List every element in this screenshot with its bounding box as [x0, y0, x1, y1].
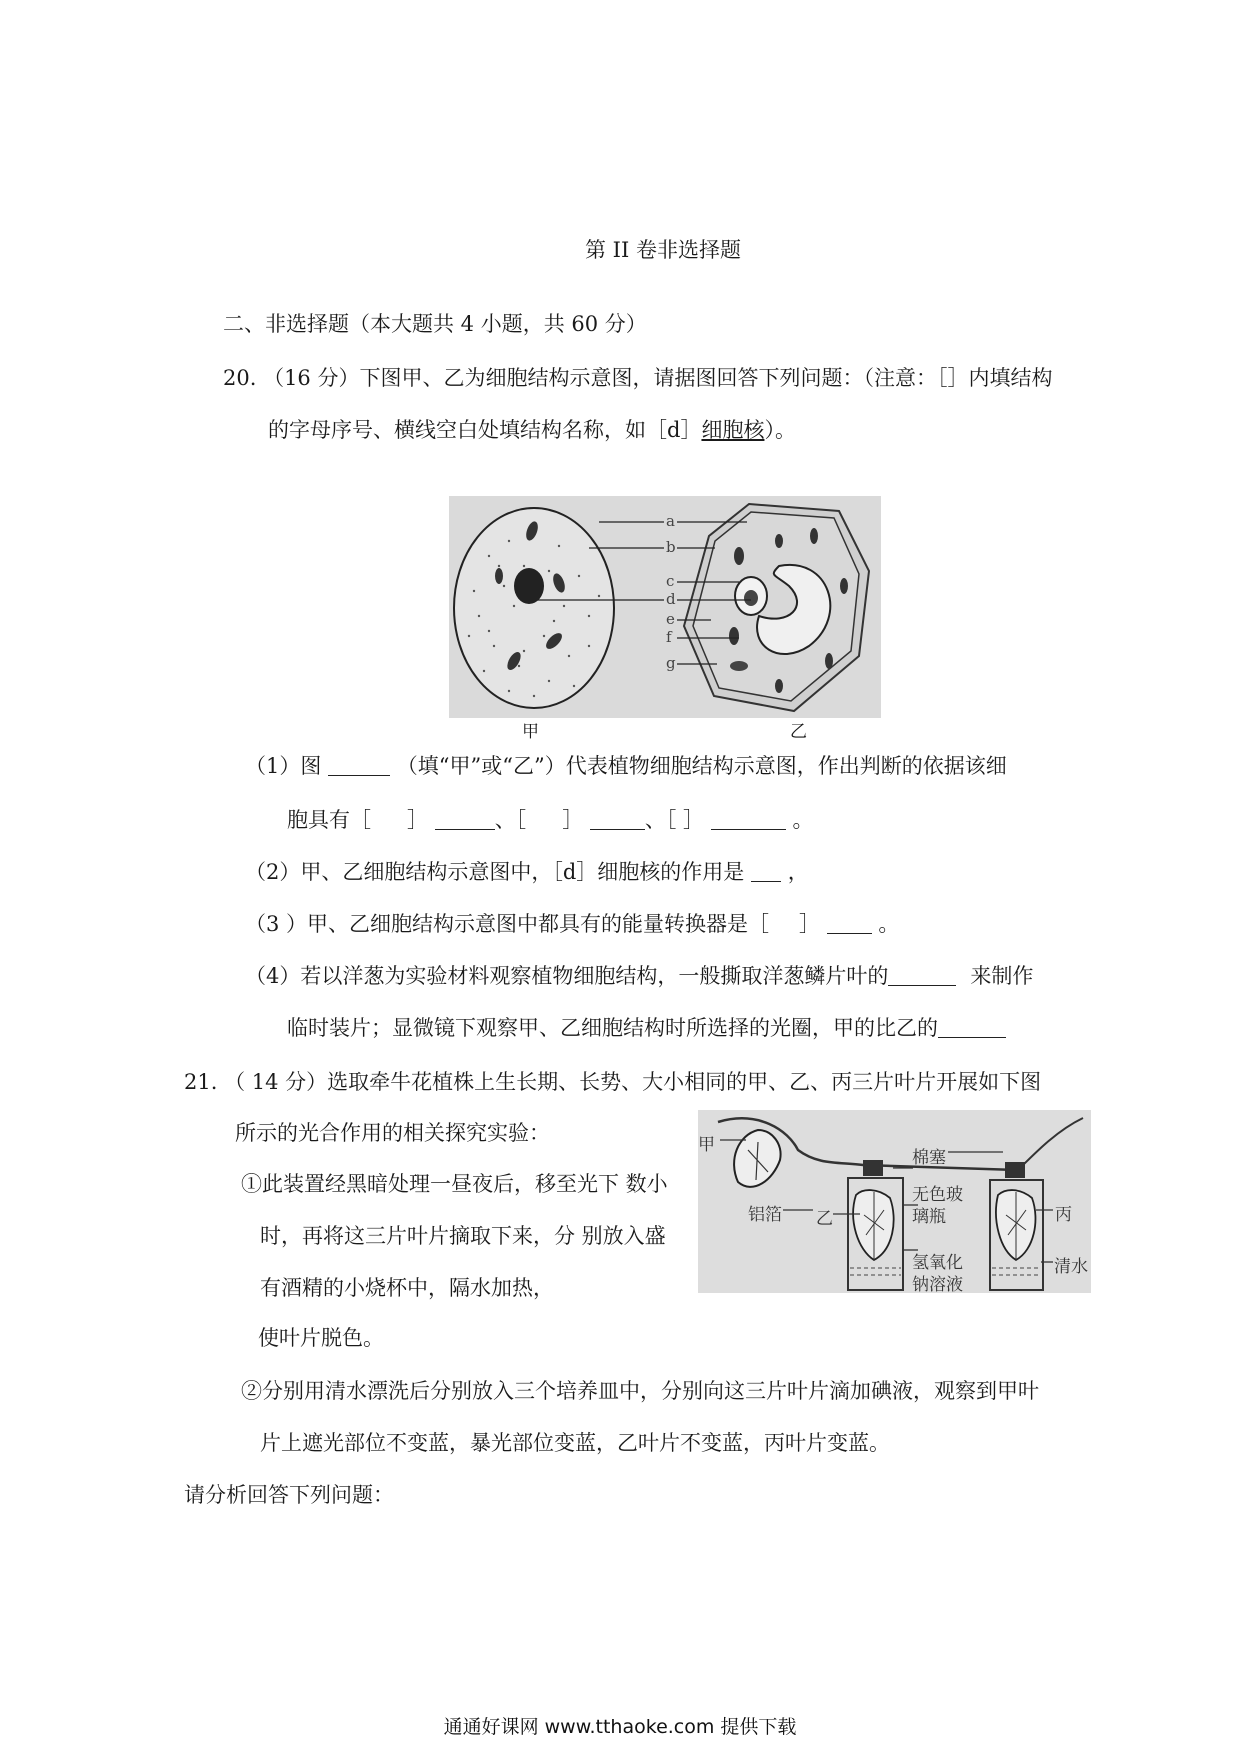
answer-blank-1[interactable]: [328, 755, 390, 776]
answer-blank-7[interactable]: [888, 965, 956, 986]
answer-blank-6[interactable]: [827, 913, 872, 934]
page-footer: 通通好课网 www.tthaoke.com 提供下载: [443, 1716, 797, 1738]
label-naoh-1: 氢氧化: [912, 1253, 963, 1273]
figure-label-d: d: [666, 590, 676, 608]
q20-part2-text-b: ，: [787, 860, 809, 884]
q20-line2: [268, 416, 796, 444]
q20-line2-pre: 的字母序号、横线空白处填结构名称，如［d］: [268, 418, 702, 442]
figure-label-f: f: [666, 628, 672, 646]
q20-part1-line2: [287, 806, 813, 834]
label-cotton-plug: 棉塞: [912, 1148, 946, 1168]
answer-blank-4[interactable]: [711, 809, 786, 830]
cell-structure-figure: [449, 496, 881, 718]
answer-blank-8[interactable]: [938, 1017, 1006, 1038]
q21-step1-c: 有酒精的小烧杯中，隔水加热，: [260, 1276, 554, 1300]
q21-line2: 所示的光合作用的相关探究实验：: [235, 1121, 550, 1145]
q21-step1-a: ①此装置经黑暗处理一昼夜后，移至光下 数小: [241, 1172, 668, 1196]
figure-caption-right: 乙: [790, 722, 807, 742]
section-heading: 二、非选择题（本大题共 4 小题，共 60 分）: [223, 312, 647, 336]
q20-part1-text-b: （填“甲”或“乙”）代表植物细胞结构示意图，作出判断的依据该细: [396, 754, 1007, 778]
figure-label-c: c: [666, 572, 675, 590]
figure-caption-left: 甲: [522, 722, 539, 742]
answer-blank-2[interactable]: [435, 809, 495, 830]
q21-step2-b: 片上遮光部位不变蓝，暴光部位变蓝，乙叶片不变蓝，丙叶片变蓝。: [260, 1431, 890, 1455]
figure-label-a: a: [666, 512, 675, 530]
figure-label-b: b: [666, 538, 676, 556]
q21-step1-b: 时，再将这三片叶片摘取下来，分 别放入盛: [260, 1224, 666, 1248]
q20-part2-text-a: （2）甲、乙细胞结构示意图中，［d］细胞核的作用是: [245, 860, 745, 884]
q21-prompt: 请分析回答下列问题：: [184, 1483, 394, 1507]
q20-example-answer: 细胞核: [701, 418, 765, 442]
q21-step1-d: 使叶片脱色。: [258, 1326, 384, 1350]
figure-label-e: e: [666, 610, 675, 628]
q20-part1-text-f: ］: [562, 808, 584, 832]
cell-diagram: [449, 496, 881, 718]
q20-part1-text-g: 、［ ］: [644, 808, 705, 832]
q20-part4-text-c: 临时装片；显微镜下观察甲、乙细胞结构时所选择的光圈，甲的比乙的: [287, 1016, 938, 1040]
plant-cell: [684, 504, 869, 711]
q20-part3-text-b: ］: [799, 912, 821, 936]
q20-part3: [245, 910, 899, 938]
q20-line2-post: ）。: [764, 418, 796, 442]
label-glass-bottle-1: 无色玻: [912, 1185, 963, 1205]
q20-part1-text-a: （1）图: [245, 754, 322, 778]
section-title: 第 II 卷非选择题: [585, 238, 741, 262]
q21-step2-a: ②分别用清水漂洗后分别放入三个培养皿中，分别向这三片叶片滴加碘液，观察到甲叶: [241, 1379, 1039, 1403]
q20-part4-text-a: （4）若以洋葱为实验材料观察植物细胞结构，一般撕取洋葱鳞片叶的: [245, 964, 889, 988]
q20-part1-text-e: 、［: [494, 808, 527, 832]
q20-part1-line1: [245, 752, 1007, 780]
q20-part4-text-b: 来制作: [970, 964, 1034, 988]
label-naoh-2: 钠溶液: [912, 1275, 963, 1293]
q20-part1-text-d: ］: [407, 808, 428, 832]
figure-label-g: g: [666, 654, 676, 672]
q20-part4-line2: [287, 1014, 1006, 1042]
q21-line1: 21. （ 14 分）选取牵牛花植株上生长期、长势、大小相同的甲、乙、丙三片叶片开展如下图: [184, 1070, 1042, 1094]
label-leaf-bing: 丙: [1055, 1205, 1072, 1225]
answer-blank-3[interactable]: [590, 809, 645, 830]
q20-line1: 20. （16 分）下图甲、乙为细胞结构示意图，请据图回答下列问题：（注意：［］内填结构: [223, 366, 1053, 390]
animal-cell: [454, 508, 614, 708]
q20-part4-line1: [245, 962, 1033, 990]
q20-part2: [245, 858, 809, 886]
q20-part3-text-a: （3 ）甲、乙细胞结构示意图中都具有的能量转换器是［: [245, 912, 770, 936]
label-glass-bottle-2: 璃瓶: [912, 1207, 946, 1227]
q20-part1-text-h: 。: [792, 808, 814, 832]
label-leaf-jia: 甲: [698, 1135, 715, 1155]
label-aluminum-foil: 铝箔: [748, 1205, 782, 1225]
q20-part1-text-c: 胞具有［: [287, 808, 371, 832]
q20-part3-text-c: 。: [878, 912, 900, 936]
label-clear-water: 清水: [1054, 1257, 1088, 1277]
answer-blank-5[interactable]: [751, 861, 781, 882]
photosynthesis-experiment-figure: [698, 1110, 1091, 1293]
label-leaf-yi: 乙: [816, 1209, 833, 1229]
